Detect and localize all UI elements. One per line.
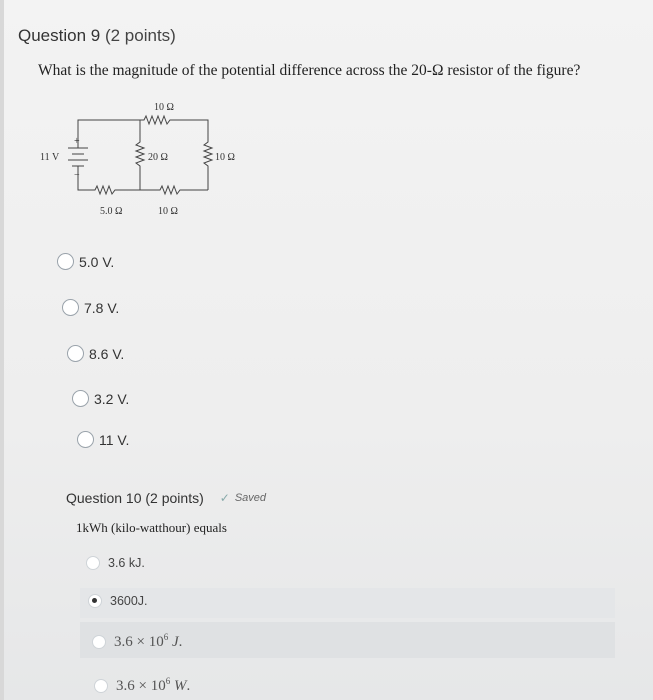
radio-button[interactable] — [62, 299, 79, 316]
q10-option-4-label — [116, 676, 190, 695]
radio-button[interactable] — [57, 253, 74, 270]
q9-option-3-label: 8.6 V. — [89, 345, 125, 362]
question-10-label: Question 10 — [66, 490, 142, 506]
question-10-points: (2 points) — [145, 490, 204, 506]
q10-option-3[interactable] — [92, 632, 182, 651]
q10-option-1-label: 3.6 kJ. — [108, 556, 145, 570]
label-bottom-left-resistor: 5.0 Ω — [100, 206, 123, 217]
label-bottom-right-resistor: 10 Ω — [158, 206, 178, 217]
question-10-text: 1kWh (kilo-watthour) equals — [76, 520, 227, 535]
q10-option-4-end: . — [186, 678, 191, 694]
question-9-text: What is the magnitude of the potential difference across the 20-Ω resistor of the figure? — [38, 62, 581, 79]
radio-button-selected[interactable] — [88, 594, 102, 608]
q10-option-3-unit: J — [171, 634, 179, 650]
label-20-resistor: 20 Ω — [148, 152, 168, 163]
question-9-label: Question 9 — [18, 26, 101, 45]
q9-option-2[interactable] — [62, 299, 119, 316]
label-battery: 11 V — [40, 152, 60, 163]
q10-option-1[interactable] — [86, 556, 145, 570]
q10-option-3-end: . — [178, 634, 183, 650]
q10-option-3-base: 3.6 × 10 — [114, 634, 164, 650]
q9-option-2-label: 7.8 V. — [84, 299, 120, 316]
saved-label: Saved — [234, 492, 267, 504]
q10-option-2-label: 3600J. — [110, 594, 148, 608]
question-10-title — [66, 490, 266, 506]
q9-option-5[interactable] — [77, 431, 129, 448]
q10-option-4-base: 3.6 × 10 — [116, 678, 166, 694]
q9-option-1[interactable] — [57, 253, 114, 270]
radio-button[interactable] — [72, 390, 89, 407]
q10-option-2[interactable] — [88, 594, 148, 608]
selected-option-row — [80, 588, 615, 618]
circuit-diagram — [40, 96, 240, 226]
q9-option-4[interactable] — [72, 390, 129, 407]
q9-option-4-label: 3.2 V. — [94, 390, 130, 407]
question-9-points: (2 points) — [104, 26, 176, 45]
radio-button[interactable] — [67, 345, 84, 362]
q10-option-4[interactable] — [94, 676, 190, 695]
label-top-resistor: 10 Ω — [154, 102, 174, 113]
q9-option-3[interactable] — [67, 345, 124, 362]
radio-button[interactable] — [77, 431, 94, 448]
q10-option-4-unit: W — [173, 678, 187, 694]
q9-option-5-label: 11 V. — [99, 431, 130, 448]
q9-option-1-label: 5.0 V. — [79, 253, 115, 270]
label-right-resistor: 10 Ω — [215, 152, 235, 163]
saved-status — [220, 491, 266, 505]
label-battery-minus: − — [74, 170, 80, 181]
check-icon: ✓ — [219, 491, 230, 505]
radio-button[interactable] — [94, 679, 108, 693]
label-battery-plus: + — [74, 136, 80, 147]
radio-button[interactable] — [92, 635, 106, 649]
question-9-title — [18, 26, 176, 46]
q10-option-4-exponent: 6 — [165, 676, 171, 686]
q10-option-3-exponent: 6 — [163, 632, 169, 642]
left-edge — [0, 0, 4, 700]
radio-button[interactable] — [86, 556, 100, 570]
q10-option-3-label — [114, 632, 182, 651]
